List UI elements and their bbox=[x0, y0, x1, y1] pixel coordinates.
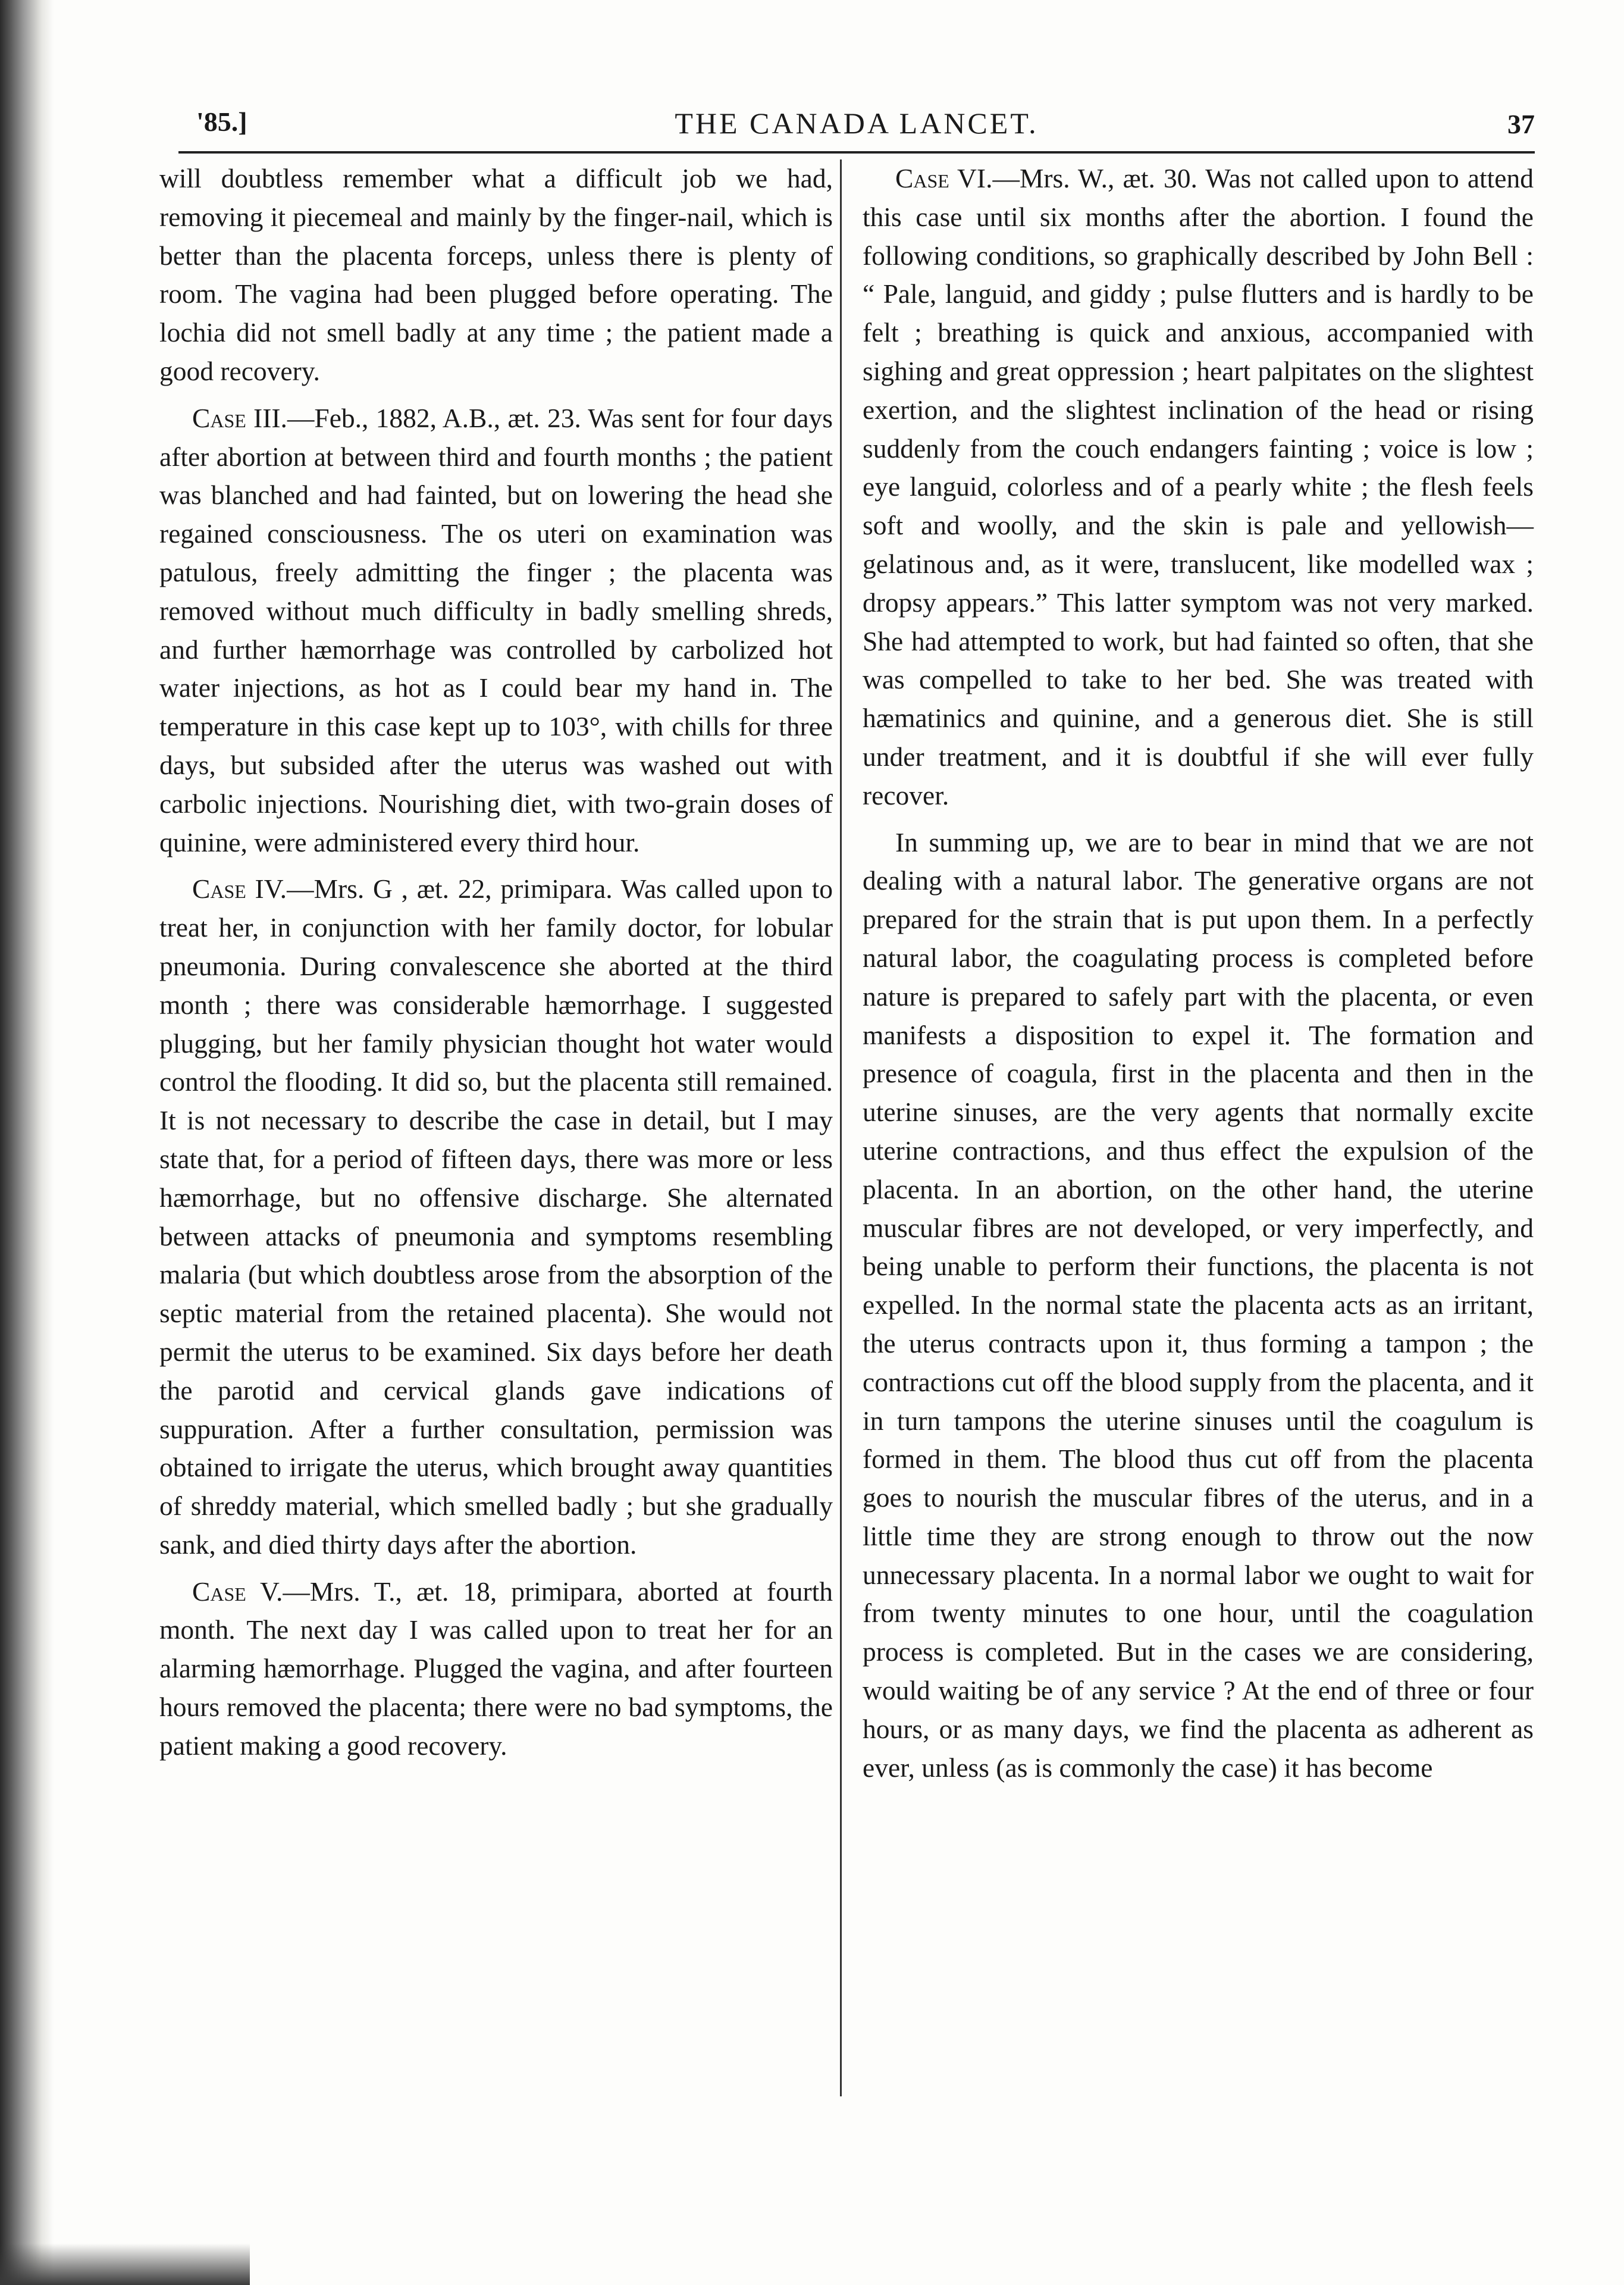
journal-title: THE CANADA LANCET. bbox=[675, 107, 1039, 140]
paragraph-text: will doubtless remember what a difficult job we had, removing it piecemeal and mainly by the finger-nail, which is better than the placenta forceps, unless there is plenty of room. The vagina had been plugged before operating. The lochia did not smell badly at any time ; the patient made a good recovery. bbox=[159, 163, 833, 386]
left-column bbox=[159, 159, 833, 1774]
case-label: Case VI. bbox=[895, 163, 993, 193]
paragraph-text: —Mrs. G , æt. 22, primipara. Was called upon to treat her, in conjunction with her family doctor, for lobular pneumonia. During convalescence she aborted at the third month ; there was considerable hæmorrhage. I suggested plugging, but her family physician thought hot water would control the flooding. It did so, but the placenta still remained. It is not necessary to describe the case in detail, but I may state that, for a period of fifteen days, there was more or less hæmorrhage, but no offensive discharge. She alternated between attacks of pneumonia and symptoms resembling malaria (but which doubtless arose from the absorption of the septic material from the retained placenta). She would not permit the uterus to be examined. Six days before her death the parotid and cervical glands gave indications of suppuration. After a further consultation, permission was obtained to irrigate the uterus, which brought away quantities of shreddy material, which smelled badly ; but she gradually sank, and died thirty days after the abortion. bbox=[159, 874, 833, 1560]
header-rule bbox=[178, 151, 1535, 154]
paragraph-text: —Mrs. T., æt. 18, primipara, aborted at fourth month. The next day I was called upon to treat her for an alarming hæmorrhage. Plugged the vagina, and after fourteen hours removed the placenta; there were no bad symptoms, the patient making a good recovery. bbox=[159, 1576, 833, 1761]
paragraph bbox=[159, 1573, 833, 1766]
paragraph-text: —Mrs. W., æt. 30. Was not called upon to attend this case until six months after the abortion. I found the following conditions, so graphically described by John Bell : “ Pale, languid, and giddy ; pulse flutters and is hardly to be felt ; breathing is quick and anxious, accompanied with sighing and great oppression ; heart palpitates on the slightest exertion, and the slightest inclination of the head or rising suddenly from the couch endangers fainting ; voice is low ; eye languid, colorless and of a pearly white ; the flesh feels soft and woolly, and the skin is pale and yellowish—gelatinous and, as it were, translucent, like modelled wax ; dropsy appears.” This latter symptom was not very marked. She had attempted to work, but had fainted so often, that she was compelled to take to her bed. She was treated with hæmatinics and quinine, and a generous diet. She is still under treatment, and it is doubtful if she will ever fully recover. bbox=[863, 163, 1534, 810]
paragraph bbox=[159, 159, 833, 391]
paragraph bbox=[863, 824, 1534, 1788]
page-binding-edge bbox=[0, 0, 54, 2285]
column-divider bbox=[840, 159, 842, 2096]
paragraph-text: —Feb., 1882, A.B., æt. 23. Was sent for four days after abortion at between third and fourth months ; the patient was blanched and had fainted, but on lowering the head she regained consciousness. The os uteri on examination was patulous, freely admitting the finger ; the placenta was removed without much difficulty in badly smelling shreds, and further hæmorrhage was controlled by carbolized hot water injections, as hot as I could bear my hand in. The temperature in this case kept up to 103°, with chills for three days, but subsided after the uterus was washed out with carbolic injections. Nourishing diet, with two-grain doses of quinine, were administered every third hour. bbox=[159, 402, 833, 857]
running-header bbox=[178, 106, 1535, 148]
right-column bbox=[863, 159, 1534, 1795]
page-number: 37 bbox=[1507, 109, 1535, 139]
paragraph bbox=[863, 159, 1534, 815]
case-label: Case V. bbox=[192, 1576, 283, 1607]
case-label: Case III. bbox=[192, 402, 287, 433]
paragraph-text: In summing up, we are to bear in mind that we are not dealing with a natural labor. The generative organs are not prepared for the strain that is put upon them. In a perfectly natural labor, the coagulating process is completed before nature is prepared to safely part with the placenta, or even manifests a disposition to expel it. The formation and presence of coagula, first in the placenta and then in the uterine sinuses, are the very agents that normally excite uterine contractions, and thus effect the expulsion of the placenta. In an abortion, on the other hand, the uterine muscular fibres are not developed, or very imperfectly, and being unable to perform their functions, the placenta is not expelled. In the normal state the placenta acts as an irritant, the uterus contracts upon it, thus forming a tampon ; the contractions cut off the blood supply from the placenta, and it in turn tampons the uterine sinuses until the coagulum is formed in them. The blood thus cut off from the placenta goes to nourish the muscular fibres of the uterus, and in a little time they are strong enough to throw out the now unnecessary placenta. In a normal labor we ought to wait for from twenty minutes to one hour, until the coagulation process is completed. But in the cases we are considering, would waiting be of any service ? At the end of three or four hours, or as many days, we find the placenta as adherent as ever, unless (as is commonly the case) it has become bbox=[863, 827, 1534, 1783]
header-year: '85.] bbox=[196, 107, 247, 137]
page-corner-shadow bbox=[0, 2243, 250, 2285]
paragraph bbox=[159, 870, 833, 1564]
case-label: Case IV. bbox=[192, 874, 287, 904]
paragraph bbox=[159, 399, 833, 862]
